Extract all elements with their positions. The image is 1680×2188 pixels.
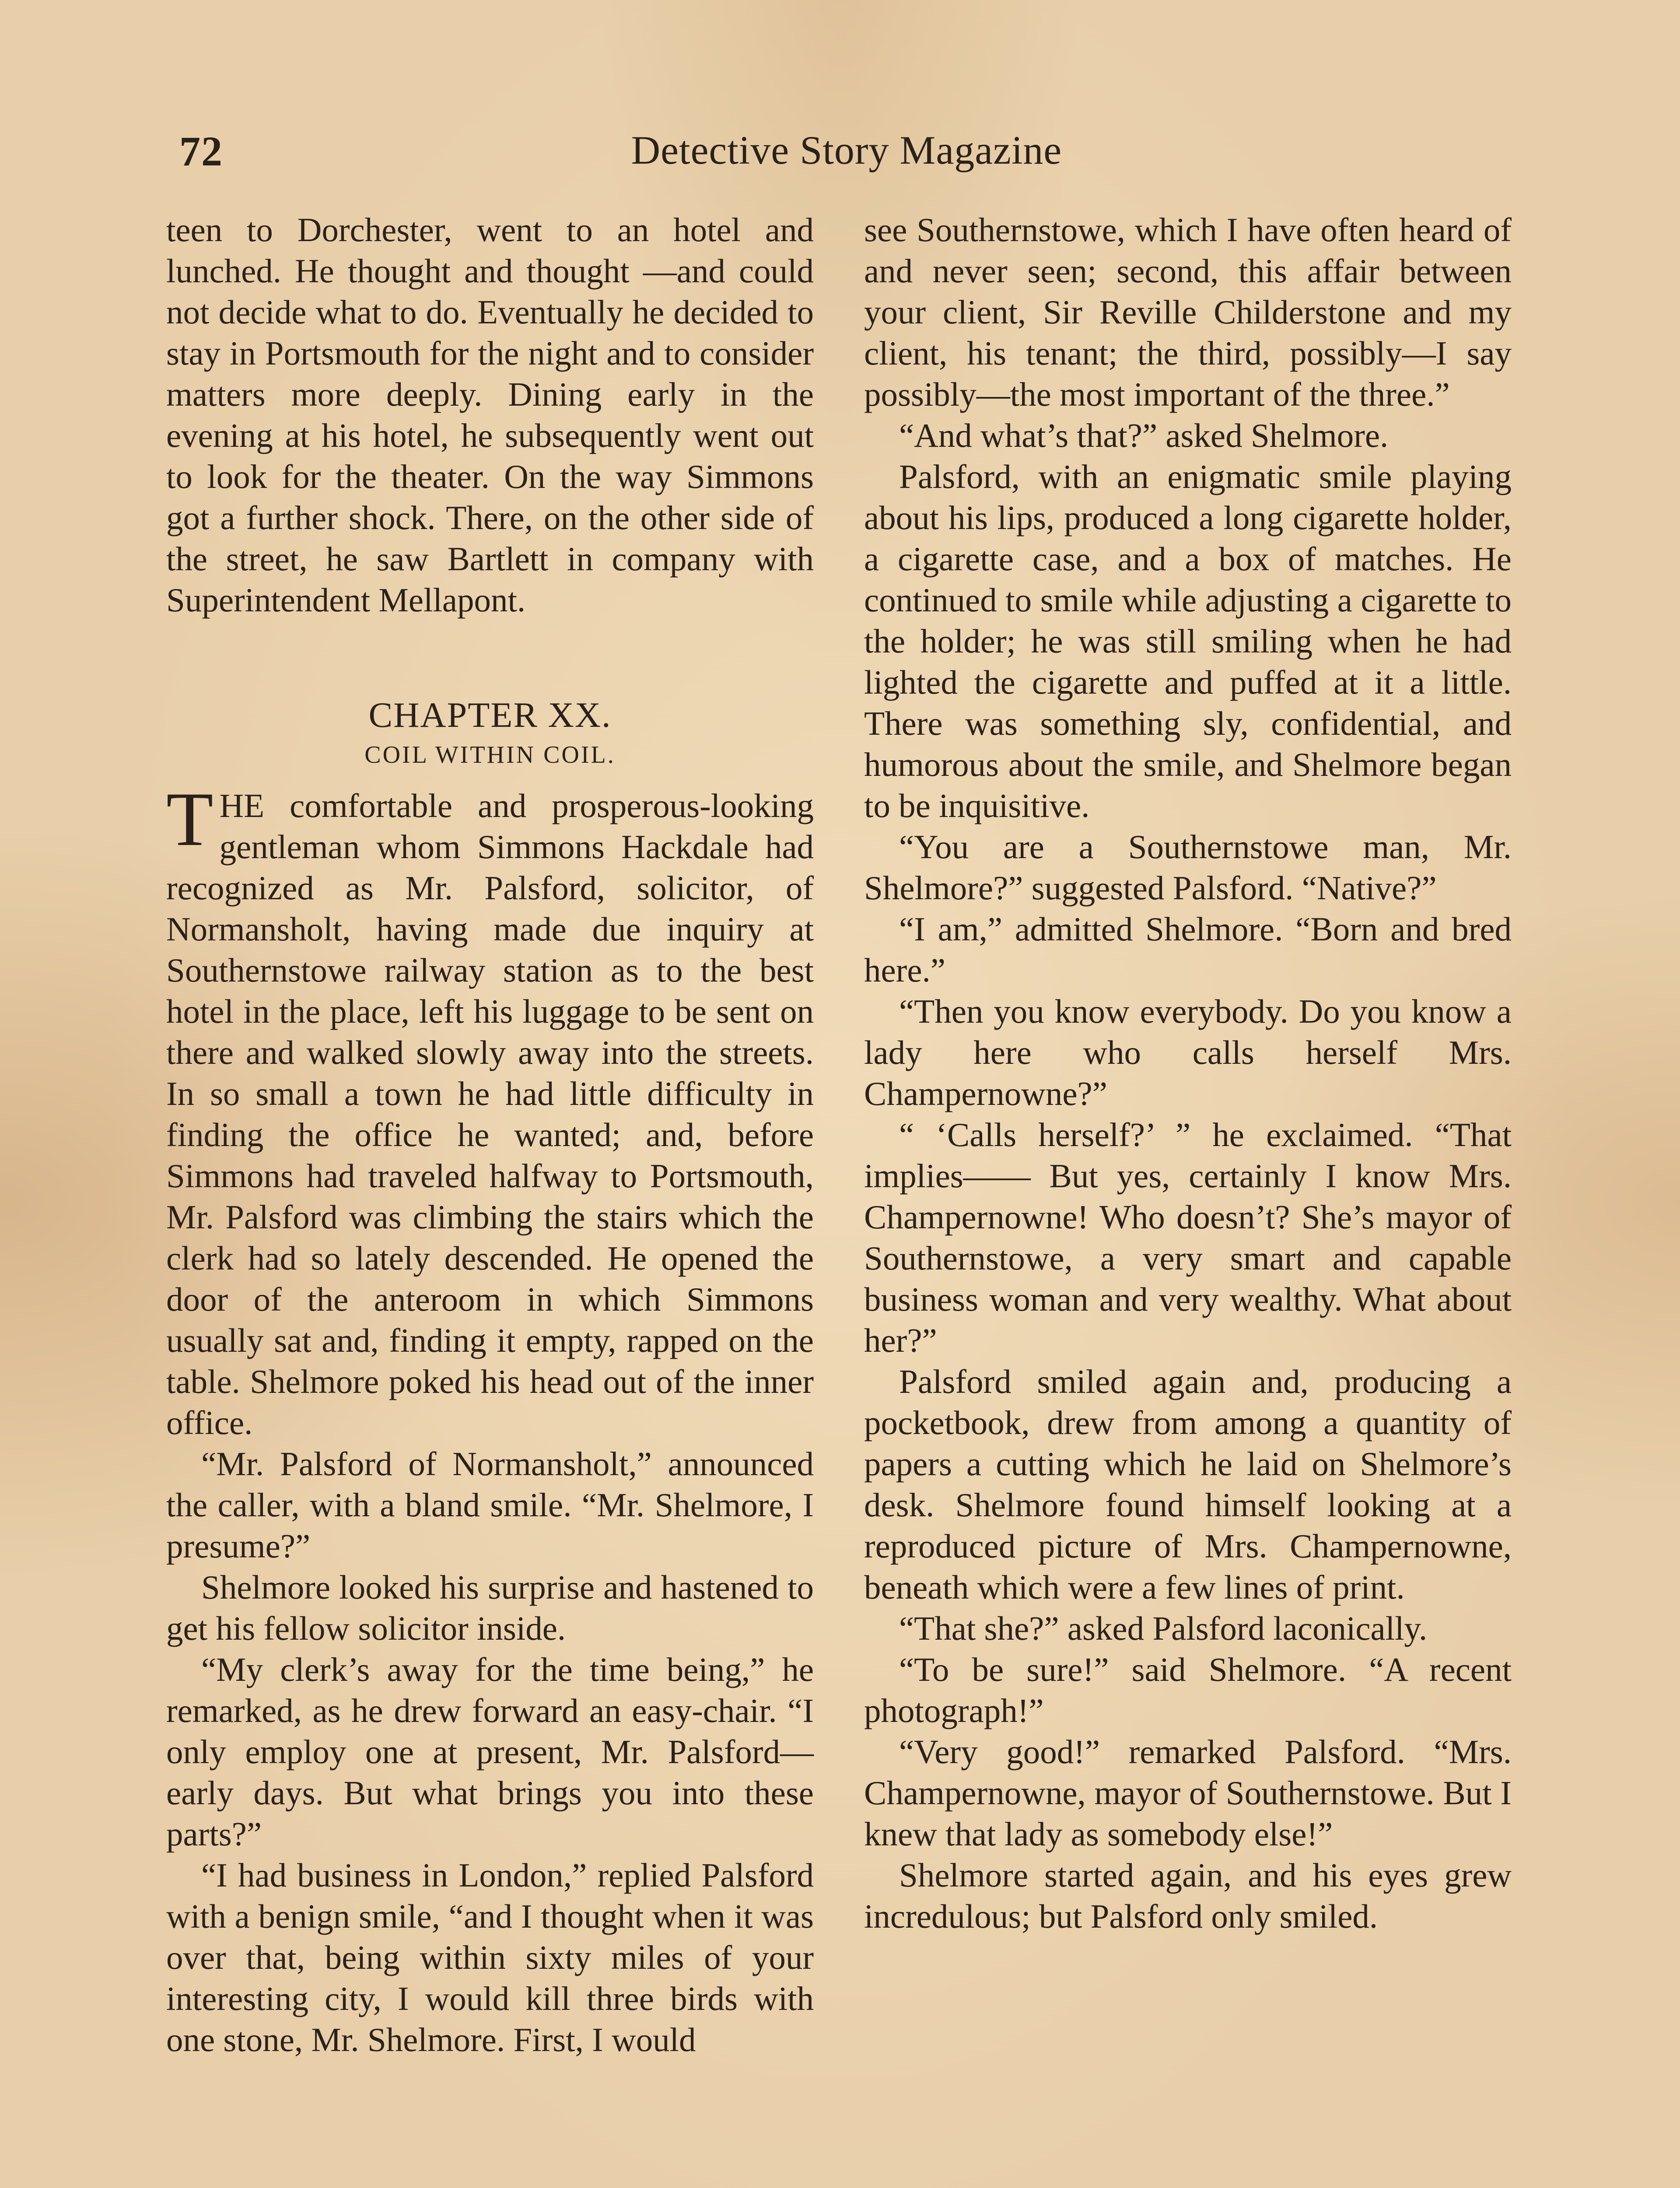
paragraph-text: HE comfortable and prosperous-looking gentleman whom Simmons Hackdale had recognized as Mr. Palsford, solicitor, of Normansholt, having made due inquiry at Southernstowe railway station as to the best hotel in the place, left his luggage to be sent on there and walked slowly away into the streets. In so small a town he had little difficulty in finding the office he wanted; and, before Simmons had traveled halfway to Portsmouth, Mr. Palsford was climbing the stairs which the clerk had so lately descended. He opened the door of the anteroom in which Simmons usually sat and, finding it empty, rapped on the table. Shelmore poked his head out of the inner office. [166, 787, 814, 1441]
page-number: 72 [179, 128, 223, 175]
paragraph: “Very good!” remarked Palsford. “Mrs. Champernowne, mayor of Southernstowe. But I knew that lady as somebody else!” [864, 1733, 1512, 1853]
paragraph: Shelmore started again, and his eyes grew incredulous; but Palsford only smiled. [864, 1856, 1512, 1935]
paragraph: see Southernstowe, which I have often heard of and never seen; second, this affair between your client, Sir Reville Childerstone and my client, his tenant; the third, possibly—I say possibly—the most important of the three.” [864, 211, 1512, 413]
paragraph: Shelmore looked his surprise and hastened to get his fellow solicitor inside. [166, 1568, 814, 1647]
page-header [179, 127, 1514, 184]
chapter-subtitle: COIL WITHIN COIL. [364, 741, 616, 768]
right-column [864, 209, 1512, 1937]
paragraph: “ ‘Calls herself?’ ” he exclaimed. “That implies—— But yes, certainly I know Mrs. Champernowne! Who doesn’t? She’s mayor of Southernstowe, a very smart and capable business woman and very wealthy. What about her?” [864, 1116, 1512, 1359]
magazine-title: Detective Story Magazine [631, 128, 1062, 172]
paragraph: teen to Dorchester, went to an hotel and lunched. He thought and thought —and could not decide what to do. Eventually he decided to stay in Portsmouth for the night and to consider matters more deeply. Dining early in the evening at his hotel, he subsequently went out to look for the theater. On the way Simmons got a further shock. There, on the other side of the street, he saw Bartlett in company with Superintendent Mellapont. [166, 211, 814, 619]
left-column [166, 209, 814, 2060]
paragraph: “And what’s that?” asked Shelmore. [899, 417, 1389, 454]
paragraph: “My clerk’s away for the time being,” he remarked, as he drew forward an easy-chair. “I only employ one at present, Mr. Palsford—early days. But what brings you into these parts?” [166, 1651, 814, 1853]
paragraph: Palsford, with an enigmatic smile playing about his lips, produced a long cigarette holder, a cigarette case, and a box of matches. He continued to smile while adjusting a cigarette to the holder; he was still smiling when he had lighted the cigarette and puffed at it a little. There was something sly, confidential, and humorous about the smile, and Shelmore began to be inquisitive. [864, 458, 1512, 824]
paragraph: “Mr. Palsford of Normansholt,” announced the caller, with a bland smile. “Mr. Shelmore, I presume?” [166, 1445, 814, 1565]
paragraph: “That she?” asked Palsford laconically. [899, 1609, 1428, 1647]
paragraph: “I had business in London,” replied Palsford with a benign smile, “and I thought when it was over that, being within sixty miles of your interesting city, I would kill three birds with one stone, Mr. Shelmore. First, I would [166, 1856, 814, 2058]
paragraph: “I am,” admitted Shelmore. “Born and bred here.” [864, 910, 1512, 989]
drop-cap: T [166, 777, 214, 862]
paragraph: Palsford smiled again and, producing a pocketbook, drew from among a quantity of papers a cutting which he laid on Shelmore’s desk. Shelmore found himself looking at a reproduced picture of Mrs. Champernowne, beneath which were a few lines of print. [864, 1363, 1512, 1606]
paragraph: “You are a Southernstowe man, Mr. Shelmore?” suggested Palsford. “Native?” [864, 828, 1512, 907]
paragraph: “Then you know everybody. Do you know a lady here who calls herself Mrs. Champernowne?” [864, 992, 1512, 1112]
chapter-heading: CHAPTER XX. [368, 695, 612, 735]
paragraph: “To be sure!” said Shelmore. “A recent photograph!” [864, 1651, 1512, 1729]
chapter-opening-paragraph [166, 777, 814, 1443]
